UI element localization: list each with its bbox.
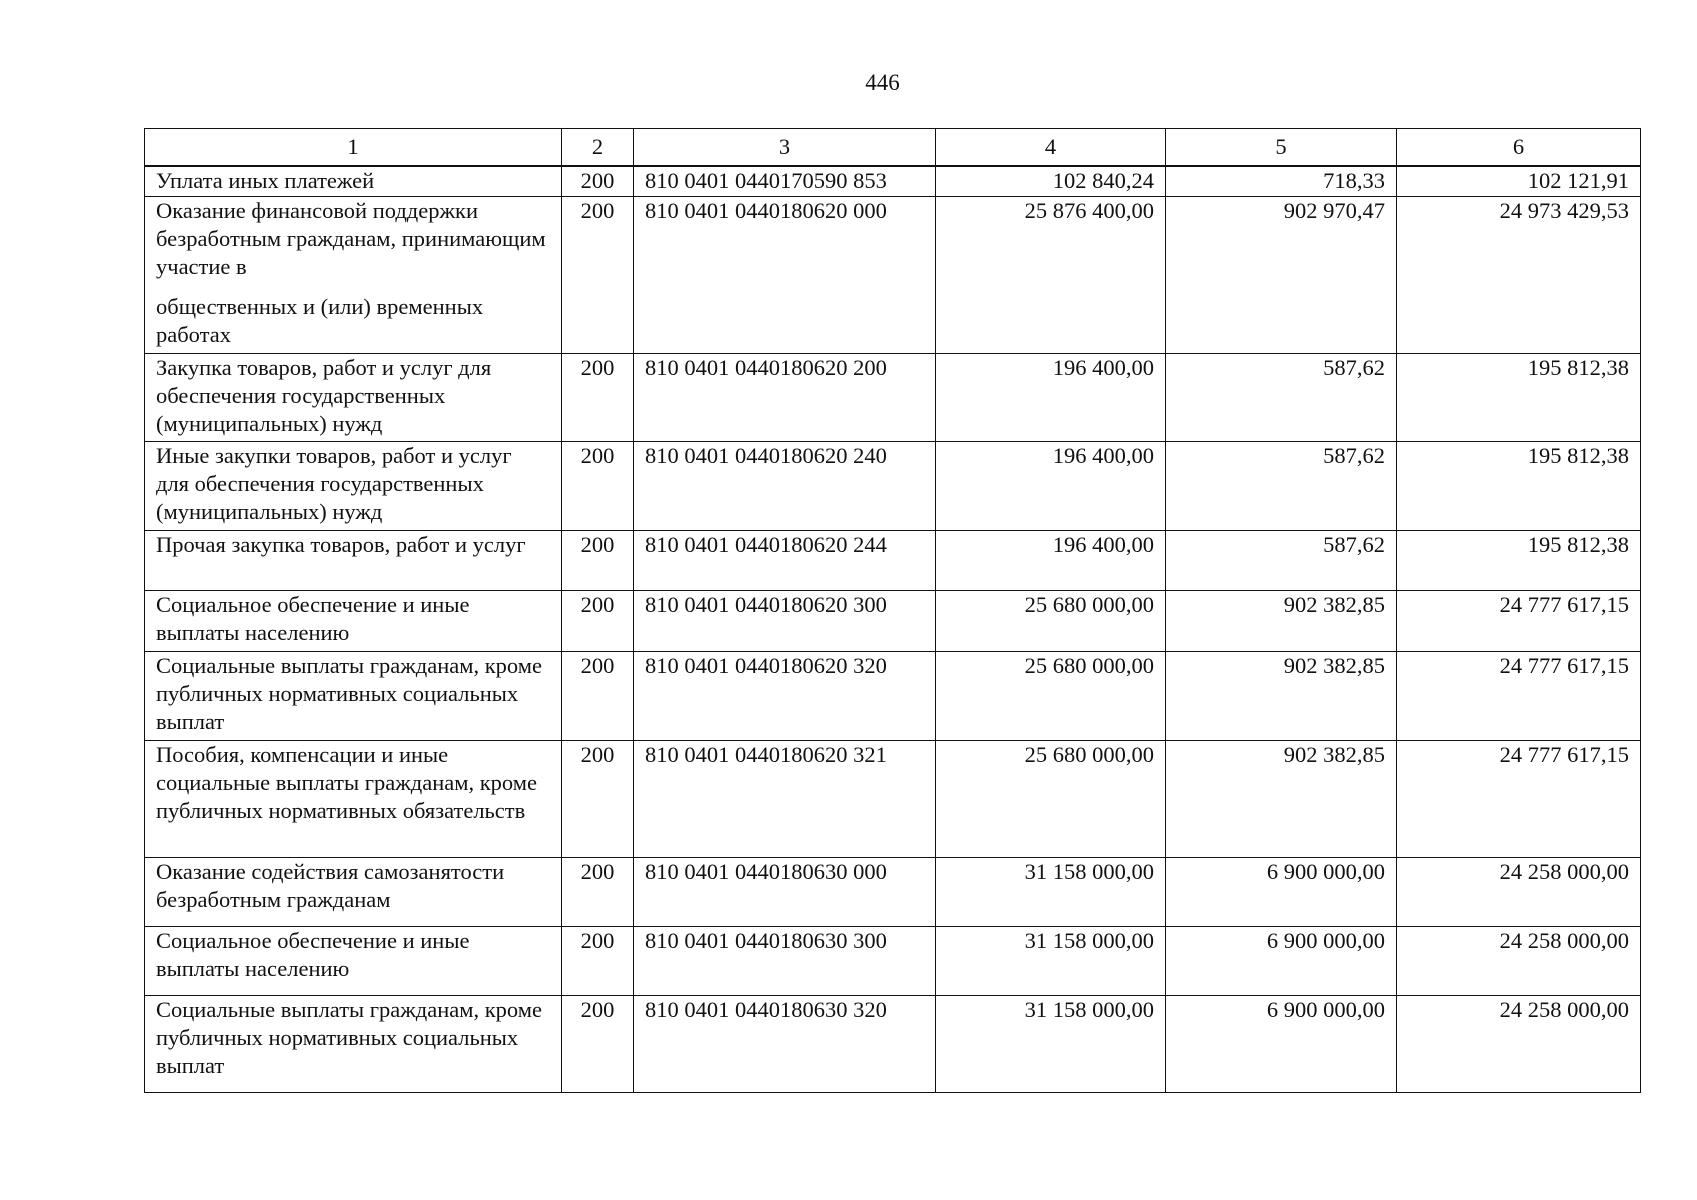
cell-line-code: 200 <box>562 995 634 1092</box>
cell-name: Пособия, компенсации и иные социальные выплаты гражданам, кроме публичных нормативных обязательств <box>145 740 562 857</box>
column-header-4: 4 <box>936 129 1166 167</box>
cell-kbk: 810 0401 0440180620 320 <box>634 651 936 740</box>
cell-line-code: 200 <box>562 857 634 926</box>
table-row <box>145 590 1641 651</box>
cell-name: Оказание содействия самозанятости безработным гражданам <box>145 857 562 926</box>
cell-kbk: 810 0401 0440170590 853 <box>634 166 936 196</box>
cell-approved: 25 680 000,00 <box>936 651 1166 740</box>
cell-name: Социальные выплаты гражданам, кроме публичных нормативных социальных выплат <box>145 651 562 740</box>
cell-line-code: 200 <box>562 926 634 995</box>
cell-approved: 25 680 000,00 <box>936 740 1166 857</box>
cell-kbk: 810 0401 0440180620 200 <box>634 353 936 441</box>
table-body <box>145 166 1641 1092</box>
column-header-1: 1 <box>145 129 562 167</box>
cell-unexecuted: 24 258 000,00 <box>1397 857 1641 926</box>
table-row <box>145 530 1641 590</box>
column-header-5: 5 <box>1166 129 1397 167</box>
cell-name: Социальное обеспечение и иные выплаты населению <box>145 926 562 995</box>
cell-line-code: 200 <box>562 740 634 857</box>
cell-approved: 31 158 000,00 <box>936 857 1166 926</box>
header-row <box>145 129 1641 167</box>
table-row <box>145 857 1641 926</box>
cell-kbk: 810 0401 0440180620 000 <box>634 196 936 353</box>
cell-executed: 587,62 <box>1166 353 1397 441</box>
cell-unexecuted: 24 258 000,00 <box>1397 926 1641 995</box>
column-header-2: 2 <box>562 129 634 167</box>
cell-kbk: 810 0401 0440180620 240 <box>634 441 936 530</box>
cell-unexecuted: 24 777 617,15 <box>1397 590 1641 651</box>
table-row <box>145 196 1641 353</box>
cell-approved: 25 680 000,00 <box>936 590 1166 651</box>
cell-kbk: 810 0401 0440180630 320 <box>634 995 936 1092</box>
cell-name: Социальные выплаты гражданам, кроме публичных нормативных социальных выплат <box>145 995 562 1092</box>
cell-approved: 31 158 000,00 <box>936 995 1166 1092</box>
cell-line-code: 200 <box>562 590 634 651</box>
cell-executed: 6 900 000,00 <box>1166 857 1397 926</box>
table-row <box>145 926 1641 995</box>
table-row <box>145 166 1641 196</box>
budget-execution-table <box>144 128 1641 1093</box>
cell-line-code: 200 <box>562 166 634 196</box>
table-row <box>145 651 1641 740</box>
cell-unexecuted: 24 777 617,15 <box>1397 651 1641 740</box>
cell-executed: 718,33 <box>1166 166 1397 196</box>
cell-name-part-1: Оказание финансовой поддержки безработным гражданам, принимающим участие в <box>156 197 546 279</box>
cell-unexecuted: 195 812,38 <box>1397 530 1641 590</box>
cell-name: Уплата иных платежей <box>145 166 562 196</box>
cell-name: Иные закупки товаров, работ и услуг для обеспечения государственных (муниципальных) нужд <box>145 441 562 530</box>
cell-executed: 6 900 000,00 <box>1166 995 1397 1092</box>
table-row <box>145 740 1641 857</box>
cell-unexecuted: 102 121,91 <box>1397 166 1641 196</box>
cell-kbk: 810 0401 0440180620 244 <box>634 530 936 590</box>
table-row <box>145 353 1641 441</box>
cell-approved: 196 400,00 <box>936 353 1166 441</box>
cell-unexecuted: 195 812,38 <box>1397 441 1641 530</box>
page-number: 446 <box>865 70 900 95</box>
table-row <box>145 441 1641 530</box>
cell-unexecuted: 24 777 617,15 <box>1397 740 1641 857</box>
table-header <box>145 129 1641 167</box>
column-header-3: 3 <box>634 129 936 167</box>
cell-executed: 587,62 <box>1166 441 1397 530</box>
cell-executed: 902 382,85 <box>1166 590 1397 651</box>
cell-executed: 587,62 <box>1166 530 1397 590</box>
cell-approved: 102 840,24 <box>936 166 1166 196</box>
cell-approved: 196 400,00 <box>936 530 1166 590</box>
cell-approved: 196 400,00 <box>936 441 1166 530</box>
cell-name: Прочая закупка товаров, работ и услуг <box>145 530 562 590</box>
cell-executed: 6 900 000,00 <box>1166 926 1397 995</box>
table-row <box>145 995 1641 1092</box>
cell-name <box>145 196 562 353</box>
cell-unexecuted: 24 973 429,53 <box>1397 196 1641 353</box>
cell-kbk: 810 0401 0440180620 321 <box>634 740 936 857</box>
cell-line-code: 200 <box>562 441 634 530</box>
cell-unexecuted: 24 258 000,00 <box>1397 995 1641 1092</box>
cell-line-code: 200 <box>562 530 634 590</box>
cell-kbk: 810 0401 0440180620 300 <box>634 590 936 651</box>
cell-kbk: 810 0401 0440180630 000 <box>634 857 936 926</box>
cell-executed: 902 382,85 <box>1166 740 1397 857</box>
cell-executed: 902 382,85 <box>1166 651 1397 740</box>
cell-approved: 25 876 400,00 <box>936 196 1166 353</box>
cell-unexecuted: 195 812,38 <box>1397 353 1641 441</box>
column-header-6: 6 <box>1397 129 1641 167</box>
cell-executed: 902 970,47 <box>1166 196 1397 353</box>
cell-name: Закупка товаров, работ и услуг для обеспечения государственных (муниципальных) нужд <box>145 353 562 441</box>
cell-name: Социальное обеспечение и иные выплаты населению <box>145 590 562 651</box>
cell-line-code: 200 <box>562 651 634 740</box>
cell-line-code: 200 <box>562 196 634 353</box>
cell-approved: 31 158 000,00 <box>936 926 1166 995</box>
cell-line-code: 200 <box>562 353 634 441</box>
cell-kbk: 810 0401 0440180630 300 <box>634 926 936 995</box>
cell-name-part-2: общественных и (или) временных работах <box>156 293 484 347</box>
